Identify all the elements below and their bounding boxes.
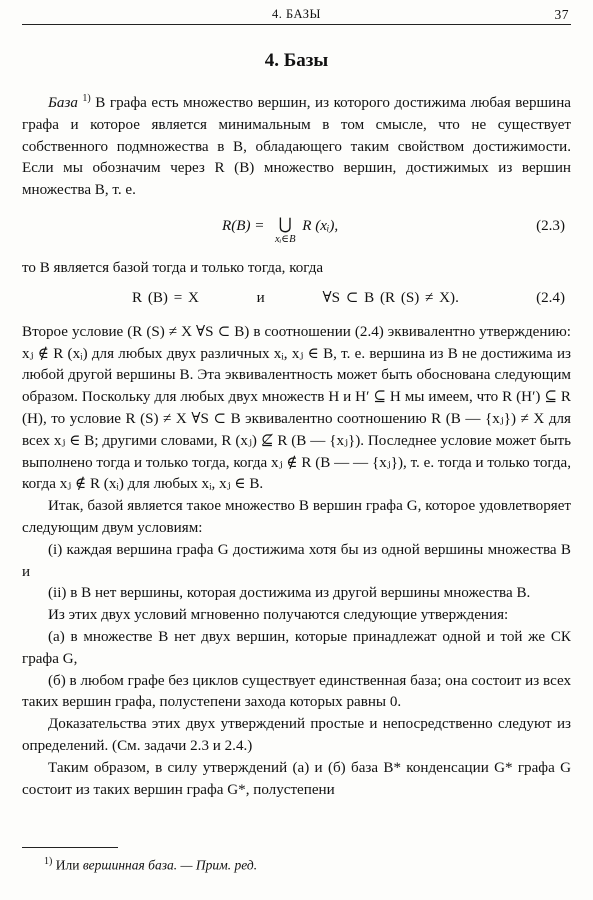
paragraph-consequences: Из этих двух условий мгновенно получаются следующие утверждения: <box>48 607 509 624</box>
equation-2-3 <box>22 210 571 254</box>
union-operator <box>268 216 302 246</box>
statement-a: (а) в множестве B нет двух вершин, которые принадлежат одной и той же СК графа G, <box>22 628 571 667</box>
paragraph-proofs: Доказательства этих двух утверждений простые и непосредственно следуют из определений. (См. задачи 2.3 и 2.4.) <box>22 716 571 754</box>
definition-text: B графа есть множество вершин, из которого достижима любая вершина графа и которое является минимальным в том смысле, что не существует собственного подмножества в B, обладающего таким свойством достижимости. Если мы обозначим через R (B) множество вершин, достижимых из вершин множества B, т. е. <box>22 95 571 199</box>
equation-2-4-number: (2.4) <box>536 289 565 306</box>
footnote-term: вершинная база. <box>82 857 178 873</box>
equation-2-4-body: R (B) = X и ∀S ⊂ B (R (S) ≠ X). <box>132 289 459 306</box>
equation-2-3-lhs: R(B) = <box>222 218 269 235</box>
statement-b: (б) в любом графе без циклов существует единственная база; она состоит из всех таких вершин графа, полустепени захода которых равны 0. <box>22 672 571 711</box>
page-number: 37 <box>554 7 569 22</box>
running-title: 4. БАЗЫ <box>272 7 321 21</box>
equation-2-3-rhs: R (xᵢ), <box>302 218 339 235</box>
condition-i: (i) каждая вершина графа G достижима хотя бы из одной вершины множества B и <box>22 541 571 580</box>
page-body <box>22 88 571 801</box>
union-subscript: xᵢ∈B <box>274 234 296 246</box>
paragraph-condensation: Таким образом, в силу утверждений (а) и (б) база B* конденсации G* графа G состоит из таких вершин графа G*, полустепени <box>22 759 571 798</box>
equation-2-3-body <box>222 216 338 246</box>
union-symbol: ⋃ <box>278 216 292 234</box>
footnote-editor-note: — Прим. ред. <box>180 857 258 873</box>
equation-2-4 <box>22 286 571 316</box>
paragraph-summary: Итак, базой является такое множество B вершин графа G, которое удовлетворяет следующим двум условиям: <box>22 498 571 536</box>
section-title: 4. Базы <box>264 50 329 71</box>
paragraph-equivalence: Второе условие (R (S) ≠ X ∀S ⊂ B) в соотношении (2.4) эквивалентно утверждению: xⱼ ∉ R (xᵢ) для любых двух различных xᵢ, xⱼ ∈ B, т. е. вершина из B не достижима из любой другой вершины B. Эта эквивалентность может быть обоснована следующим образом. Поскольку для любых двух множеств H и H′ ⊆ H мы имеем, что R (H′) ⊆ R (H), то условие R (S) ≠ X ∀S ⊂ B эквивалентно соотношению R (B — {xⱼ}) ≠ X для всех xⱼ ∈ B; другими словами, R (xⱼ) ⊈ R (B — {xⱼ}). Последнее условие может быть выполнено тогда и только тогда, когда xⱼ ∉ R (B — — {xⱼ}), т. е. тогда и только тогда, когда xⱼ ∉ R (xᵢ) для любых xᵢ, xⱼ ∈ B. <box>22 323 571 493</box>
term-base: База <box>48 95 78 112</box>
condition-ii: (ii) в B нет вершины, которая достижима из другой вершины множества B. <box>48 585 531 602</box>
paragraph-condition-intro: то B является базой тогда и только тогда, когда <box>22 260 324 277</box>
equation-2-3-number: (2.3) <box>536 218 565 235</box>
paragraph-definition <box>22 88 571 202</box>
footnote-lead: Или <box>52 857 83 873</box>
footnote-reference: 1) <box>82 93 91 104</box>
footnote-divider <box>22 847 118 848</box>
footnote <box>44 856 257 874</box>
running-header <box>22 4 571 25</box>
footnote-mark: 1) <box>44 856 53 867</box>
